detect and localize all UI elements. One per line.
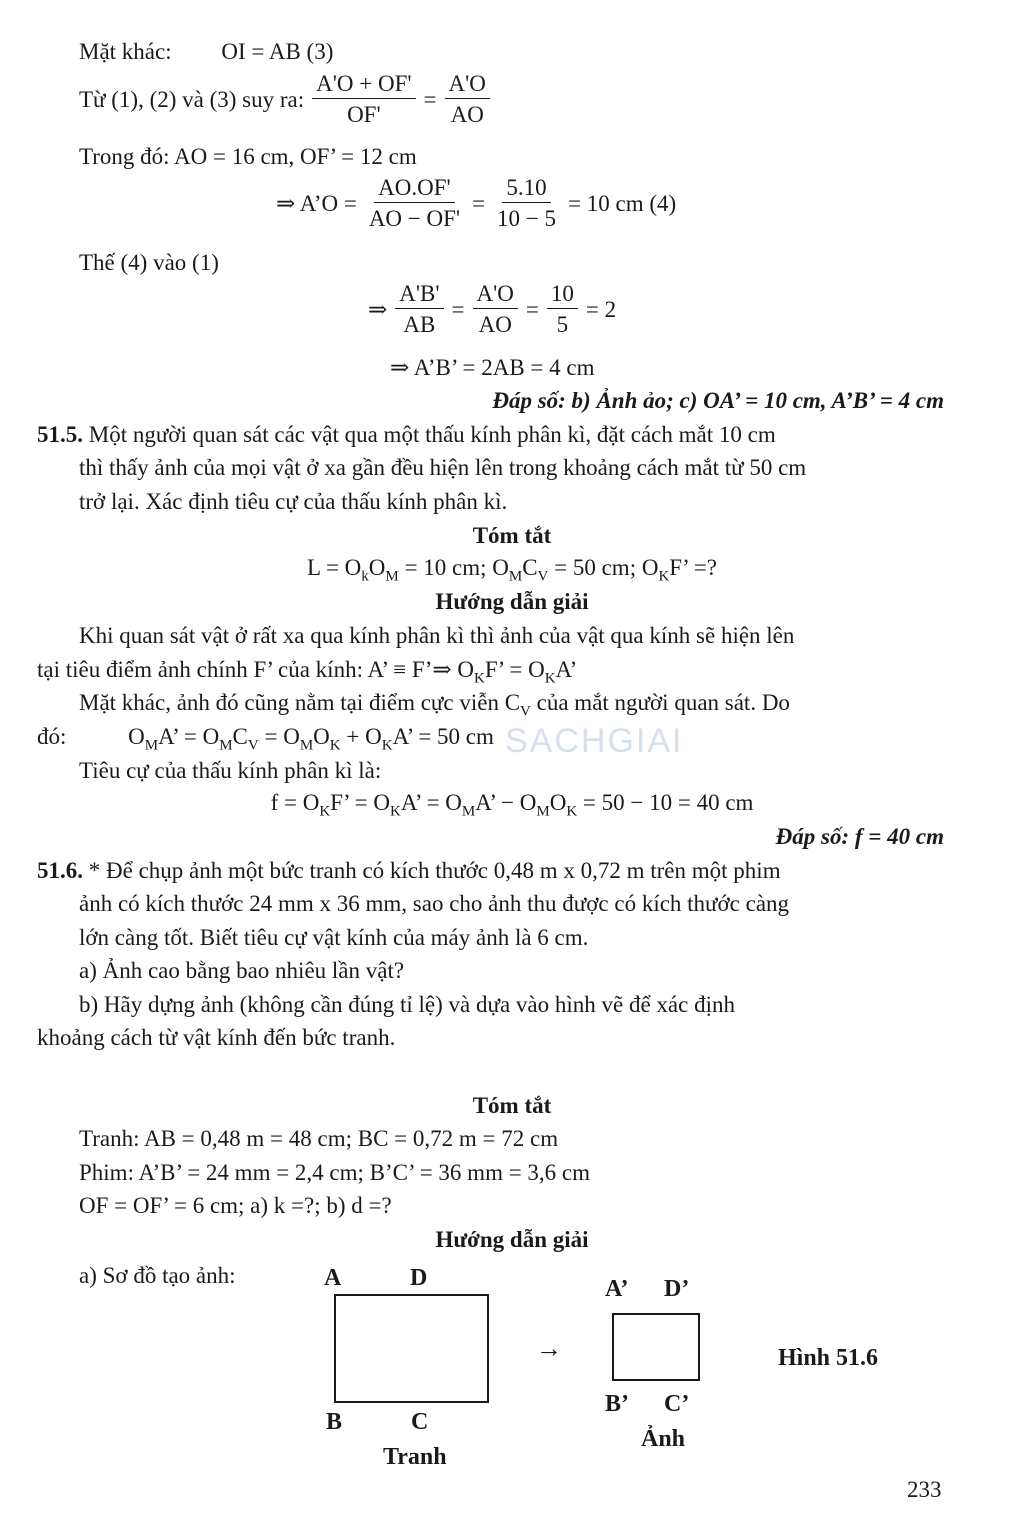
summary-51-6-line-2: Phim: A’B’ = 24 mm = 2,4 cm; B’C’ = 36 mm = 3,6 cm <box>79 1160 591 1185</box>
label-A: A <box>324 1265 342 1291</box>
result: = 2 <box>585 296 617 322</box>
problem-51-5-line-3: trở lại. Xác định tiêu cự của thấu kính phân kì. <box>79 489 508 514</box>
t: + O <box>340 724 382 749</box>
heading-tom-tat-1: Tóm tắt <box>472 523 552 548</box>
t: C <box>522 555 538 580</box>
sub: V <box>537 568 549 585</box>
t: tại tiêu điểm ảnh chính F’ của kính: A’ ≡ F’⇒ O <box>37 657 475 682</box>
fraction <box>445 72 490 126</box>
sub: M <box>461 803 476 820</box>
t: A’ = O <box>158 724 220 749</box>
sub: K <box>658 568 670 585</box>
fraction <box>547 282 578 336</box>
numerator: A'O + OF' <box>312 72 415 99</box>
denominator: 10 − 5 <box>497 206 557 231</box>
label-B-prime: B’ <box>605 1391 629 1417</box>
equals: = <box>451 296 465 322</box>
watermark-logo: SACHGIAI <box>505 722 684 760</box>
problem-text: * Để chụp ảnh một bức tranh có kích thước 0,48 m x 0,72 m trên một phim <box>88 858 781 883</box>
sub: M <box>508 568 523 585</box>
t: = 10 cm; O <box>398 555 509 580</box>
t: O <box>368 555 386 580</box>
t: A’ = O <box>400 790 462 815</box>
equals: = <box>525 296 539 322</box>
line-1 <box>79 40 333 63</box>
t: f = O <box>270 790 320 815</box>
page-number: 233 <box>907 1477 942 1502</box>
t: L = O <box>307 555 362 580</box>
problem-text: Một người quan sát các vật qua một thấu kính phân kì, đặt cách mắt 10 cm <box>88 422 776 447</box>
label-B: B <box>326 1409 343 1435</box>
answer-2: Đáp số: f = 40 cm <box>775 824 944 849</box>
t: = 50 − 10 = 40 cm <box>577 790 754 815</box>
summary-51-6-line-3: OF = OF’ = 6 cm; a) k =?; b) d =? <box>79 1193 392 1218</box>
numerator: AO.OF' <box>374 176 455 203</box>
problem-number: 51.6. <box>37 858 83 883</box>
sub: K <box>329 737 341 754</box>
problem-51-6-line-1 <box>37 859 781 882</box>
t: O <box>549 790 567 815</box>
fraction <box>395 282 443 336</box>
guide-line-4 <box>37 725 494 754</box>
implies-expr: ⇒ A’O = <box>276 190 357 216</box>
problem-51-6-part-a: a) Ảnh cao bằng bao nhiêu lần vật? <box>79 958 405 983</box>
label-C-prime: C’ <box>664 1391 690 1417</box>
line-2 <box>79 72 494 126</box>
line-7: ⇒ A’B’ = 2AB = 4 cm <box>390 355 595 380</box>
line-1-label: Mặt khác: <box>79 39 172 64</box>
heading-tom-tat-2: Tóm tắt <box>472 1093 552 1118</box>
denominator: 5 <box>556 312 569 337</box>
denominator: AO <box>478 312 512 337</box>
t: A’ − O <box>475 790 537 815</box>
guide-line-2 <box>37 658 577 687</box>
fraction <box>365 176 464 230</box>
label-D-prime: D’ <box>664 1276 690 1302</box>
guide-line-5: Tiêu cự của thấu kính phân kì là: <box>79 758 382 783</box>
guide-line-6 <box>0 791 1024 820</box>
numerator: 5.10 <box>502 176 550 203</box>
t: F’ = O <box>484 657 545 682</box>
t: C <box>232 724 248 749</box>
line-6 <box>368 282 616 336</box>
line-3: Trong đó: AO = 16 cm, OF’ = 12 cm <box>79 144 417 169</box>
t: O <box>128 724 145 749</box>
image-caption: Ảnh <box>641 1426 686 1452</box>
sub: M <box>219 737 233 754</box>
object-caption: Tranh <box>383 1444 447 1470</box>
sub: K <box>474 670 485 687</box>
guide-line-3 <box>79 691 790 720</box>
t: F’ =? <box>669 555 717 580</box>
fraction <box>473 282 518 336</box>
heading-huong-dan-2: Hướng dẫn giải <box>435 1227 589 1252</box>
image-rectangle <box>612 1313 700 1381</box>
summary-51-6-line-1: Tranh: AB = 0,48 m = 48 cm; BC = 0,72 m = 72 cm <box>79 1126 559 1151</box>
t: = O <box>258 724 300 749</box>
label-D: D <box>410 1265 428 1291</box>
arrow-icon: → <box>536 1334 562 1363</box>
sub: V <box>247 737 259 754</box>
sub: k <box>361 568 369 585</box>
label-A-prime: A’ <box>605 1276 629 1302</box>
denominator: AB <box>403 312 436 337</box>
t: Mặt khác, ảnh đó cũng nằm tại điểm cực viễn C <box>79 690 521 715</box>
sub: K <box>319 803 331 820</box>
problem-51-6-part-b: b) Hãy dựng ảnh (không cần đúng tỉ lệ) và dựa vào hình vẽ để xác định <box>79 992 735 1017</box>
diagram-intro: a) Sơ đồ tạo ảnh: <box>79 1263 236 1288</box>
sub: M <box>385 568 399 585</box>
problem-51-6-line-2: ảnh có kích thước 24 mm x 36 mm, sao cho ảnh thu được có kích thước càng <box>79 891 790 916</box>
line-5: Thế (4) vào (1) <box>79 250 219 275</box>
figure-caption: Hình 51.6 <box>778 1345 879 1371</box>
sub: K <box>381 737 393 754</box>
sub: M <box>299 737 314 754</box>
numerator: 10 <box>547 282 578 309</box>
label-C: C <box>411 1409 429 1435</box>
sub: V <box>520 703 531 720</box>
problem-51-5-line-1 <box>37 423 776 446</box>
sub: K <box>544 670 556 687</box>
object-rectangle <box>334 1294 489 1403</box>
t: của mắt người quan sát. Do <box>530 690 790 715</box>
result: = 10 cm (4) <box>568 190 677 216</box>
numerator: A'O <box>445 72 490 99</box>
heading-huong-dan-1: Hướng dẫn giải <box>435 589 589 614</box>
t: F’ = O <box>330 790 390 815</box>
numerator: A'O <box>473 282 518 309</box>
fraction <box>493 176 560 230</box>
t: O <box>313 724 330 749</box>
sub: K <box>389 803 401 820</box>
fraction <box>312 72 415 126</box>
problem-51-6-part-b-cont: khoảng cách từ vật kính đến bức tranh. <box>37 1025 396 1050</box>
sub: M <box>144 737 159 754</box>
equals: = <box>423 86 437 112</box>
denominator: OF' <box>347 102 381 127</box>
t: A’ <box>555 657 578 682</box>
denominator: AO <box>450 102 484 127</box>
problem-51-6-line-3: lớn càng tốt. Biết tiêu cự vật kính của máy ảnh là 6 cm. <box>79 925 589 950</box>
t: đó: <box>37 724 67 749</box>
implies-sign: ⇒ <box>368 296 388 322</box>
summary-51-5 <box>0 556 1024 585</box>
line-4 <box>276 176 676 230</box>
guide-line-1: Khi quan sát vật ở rất xa qua kính phân kì thì ảnh của vật qua kính sẽ hiện lên <box>79 623 795 648</box>
sub: M <box>536 803 550 820</box>
problem-51-5-line-2: thì thấy ảnh của mọi vật ở xa gần đều hiện lên trong khoảng cách mắt từ 50 cm <box>79 455 807 480</box>
line-1-eq: OI = AB (3) <box>221 39 334 64</box>
answer-1: Đáp số: b) Ảnh ảo; c) OA’ = 10 cm, A’B’ = 4 cm <box>492 388 944 413</box>
t: A’ = 50 cm <box>392 724 494 749</box>
line-2-label: Từ (1), (2) và (3) suy ra: <box>79 86 305 112</box>
t: = 50 cm; O <box>548 555 659 580</box>
sub: K <box>566 803 578 820</box>
equals: = <box>472 190 486 216</box>
denominator: AO − OF' <box>368 206 461 231</box>
numerator: A'B' <box>395 282 443 309</box>
problem-number: 51.5. <box>37 422 83 447</box>
